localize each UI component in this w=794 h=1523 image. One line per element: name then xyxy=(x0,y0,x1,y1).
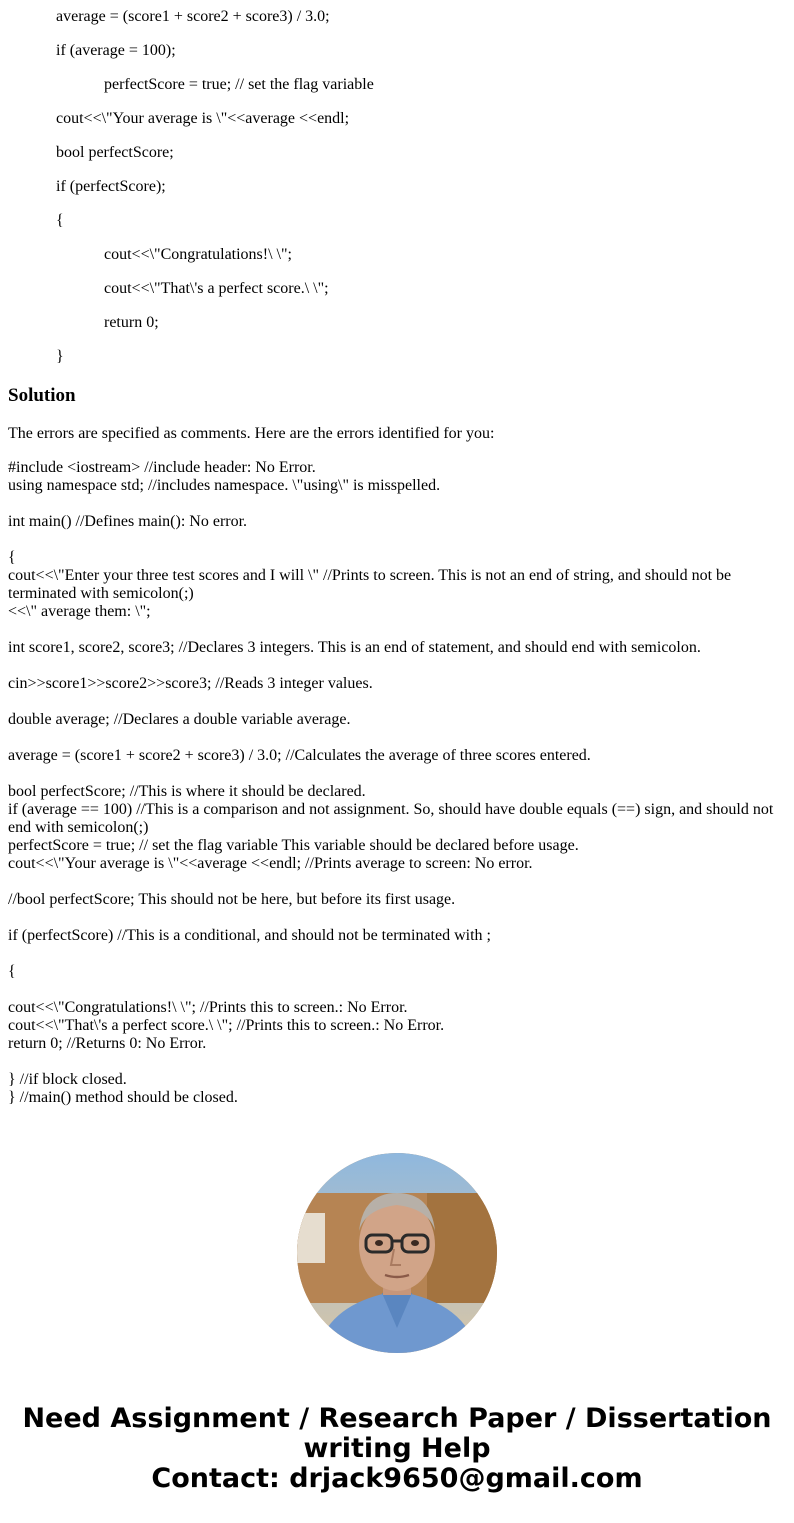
solution-line: using namespace std; //includes namespace. \"using\" is misspelled. xyxy=(8,477,441,494)
code-line: { xyxy=(56,212,64,229)
cta-line-1: Need Assignment / Research Paper / Dissertation xyxy=(22,1403,772,1434)
solution-line: } //if block closed. xyxy=(8,1071,127,1088)
code-line: if (average = 100); xyxy=(56,42,176,59)
solution-block-1 xyxy=(8,459,786,495)
solution-block-5 xyxy=(8,1071,786,1107)
solution-line: int score1, score2, score3; //Declares 3 integers. This is an end of statement, and should end with semicolon. xyxy=(8,639,701,656)
solution-line: { xyxy=(8,549,16,566)
code-line: cout<<\"That\'s a perfect score.\ \"; xyxy=(104,280,329,297)
solution-line: double average; //Declares a double variable average. xyxy=(8,711,351,728)
solution-line: } //main() method should be closed. xyxy=(8,1089,238,1106)
solution-line: cout<<\"Enter your three test scores and I will \" //Prints to screen. This is not an end of string, and should not be terminated with semicolon(;) xyxy=(8,567,732,602)
solution-heading: Solution xyxy=(8,385,76,406)
solution-line: cout<<\"Your average is \"<<average <<endl; //Prints average to screen: No error. xyxy=(8,855,533,872)
code-line: cout<<\"Congratulations!\ \"; xyxy=(104,246,292,263)
solution-line: if (average == 100) //This is a comparison and not assignment. So, should have double equals (==) sign, and should not end with semicolon(;) xyxy=(8,801,774,836)
solution-line: <<\" average them: \"; xyxy=(8,603,151,620)
solution-line: if (perfectScore) //This is a conditional, and should not be terminated with ; xyxy=(8,927,491,944)
solution-line: #include <iostream> //include header: No Error. xyxy=(8,459,316,476)
author-photo xyxy=(297,1153,497,1353)
solution-line: bool perfectScore; //This is where it should be declared. xyxy=(8,783,366,800)
solution-line: cin>>score1>>score2>>score3; //Reads 3 integer values. xyxy=(8,675,373,692)
solution-line: { xyxy=(8,963,16,980)
solution-block-4 xyxy=(8,999,786,1053)
code-line: bool perfectScore; xyxy=(56,144,174,161)
solution-line: average = (score1 + score2 + score3) / 3.0; //Calculates the average of three scores entered. xyxy=(8,747,591,764)
code-line: average = (score1 + score2 + score3) / 3.0; xyxy=(56,8,330,25)
code-line: } xyxy=(56,348,64,365)
code-line: if (perfectScore); xyxy=(56,178,166,195)
solution-line: cout<<\"Congratulations!\ \"; //Prints this to screen.: No Error. xyxy=(8,999,408,1016)
cta-line-2: writing Help xyxy=(303,1433,491,1464)
contact-banner xyxy=(0,1404,794,1494)
solution-line: cout<<\"That\'s a perfect score.\ \"; //Prints this to screen.: No Error. xyxy=(8,1017,445,1034)
solution-block-2 xyxy=(8,549,786,621)
code-line: perfectScore = true; // set the flag variable xyxy=(104,76,374,93)
solution-line: //bool perfectScore; This should not be here, but before its first usage. xyxy=(8,891,456,908)
cta-line-3: Contact: drjack9650@gmail.com xyxy=(151,1463,643,1494)
solution-line: int main() //Defines main(): No error. xyxy=(8,513,248,530)
author-avatar xyxy=(297,1153,497,1353)
solution-intro: The errors are specified as comments. Here are the errors identified for you: xyxy=(8,425,495,442)
solution-block-3 xyxy=(8,783,786,873)
code-line: return 0; xyxy=(104,314,159,331)
code-line: cout<<\"Your average is \"<<average <<endl; xyxy=(56,110,350,127)
solution-line: perfectScore = true; // set the flag variable This variable should be declared before usage. xyxy=(8,837,579,854)
solution-line: return 0; //Returns 0: No Error. xyxy=(8,1035,207,1052)
